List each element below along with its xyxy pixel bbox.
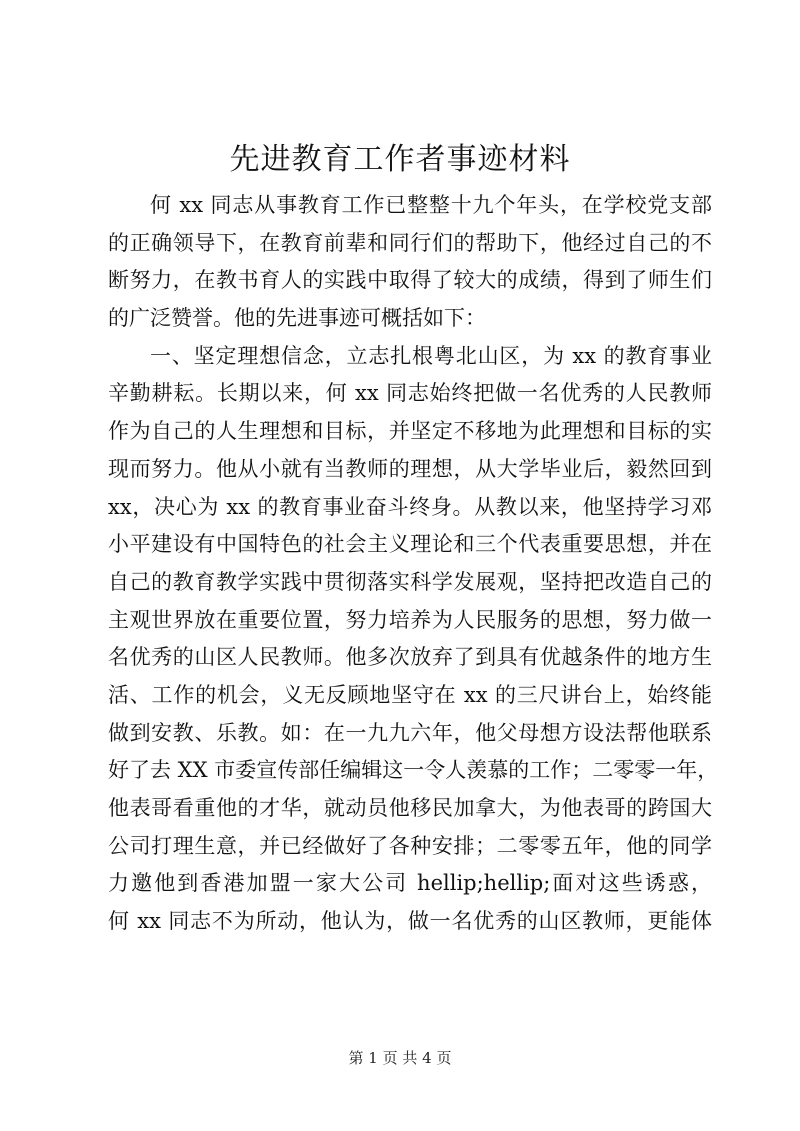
paragraph-line: 名优秀的山区人民教师。他多次放弃了到具有优越条件的地方生: [108, 645, 712, 670]
paragraph-line: 作为自己的人生理想和目标，并坚定不移地为此理想和目标的实: [108, 419, 712, 444]
paragraph-line: 他表哥看重他的才华，就动员他移民加拿大，为他表哥的跨国大: [108, 796, 712, 820]
paragraph-line: 现而努力。他从小就有当教师的理想，从大学毕业后，毅然回到: [108, 456, 712, 481]
paragraph-line: 何 xx 同志从事教育工作已整整十九个年头，在学校党支部: [150, 193, 712, 217]
paragraph-line: 的广泛赞誉。他的先进事迹可概括如下：: [108, 306, 486, 331]
paragraph-line: xx，决心为 xx 的教育事业奋斗终身。从教以来，他坚持学习邓: [108, 494, 712, 519]
paragraph-line: 做到安教、乐教。如：在一九九六年，他父母想方设法帮他联系: [108, 720, 712, 745]
document-title: 先进教育工作者事迹材料: [229, 142, 571, 177]
paragraph-line: 自己的教育教学实践中贯彻落实科学发展观，坚持把改造自己的: [108, 569, 712, 594]
page-footer: 第 1 页 共 4 页: [348, 1049, 452, 1067]
paragraph-line: 小平建设有中国特色的社会主义理论和三个代表重要思想，并在: [108, 532, 712, 557]
paragraph-line: 力邀他到香港加盟一家大公司 hellip;hellip;面对这些诱惑，: [108, 871, 712, 896]
paragraph-line: 好了去 XX 市委宣传部任编辑这一令人羡慕的工作；二零零一年，: [108, 758, 719, 783]
paragraph-line: 的正确领导下，在教育前辈和同行们的帮助下，他经过自己的不: [108, 230, 712, 255]
paragraph-line: 辛勤耕耘。长期以来，何 xx 同志始终把做一名优秀的人民教师: [108, 381, 712, 406]
paragraph-line: 公司打理生意，并已经做好了各种安排；二零零五年，他的同学: [108, 833, 712, 858]
paragraph-line: 断努力，在教书育人的实践中取得了较大的成绩，得到了师生们: [108, 268, 712, 293]
paragraph-line: 一、坚定理想信念，立志扎根粤北山区，为 xx 的教育事业: [150, 343, 712, 368]
paragraph-line: 活、工作的机会，义无反顾地坚守在 xx 的三尺讲台上，始终能: [108, 682, 712, 707]
paragraph-line: 主观世界放在重要位置，努力培养为人民服务的思想，努力做一: [108, 607, 712, 632]
paragraph-line: 何 xx 同志不为所动，他认为，做一名优秀的山区教师，更能体: [108, 909, 712, 934]
document-body: [108, 187, 719, 941]
